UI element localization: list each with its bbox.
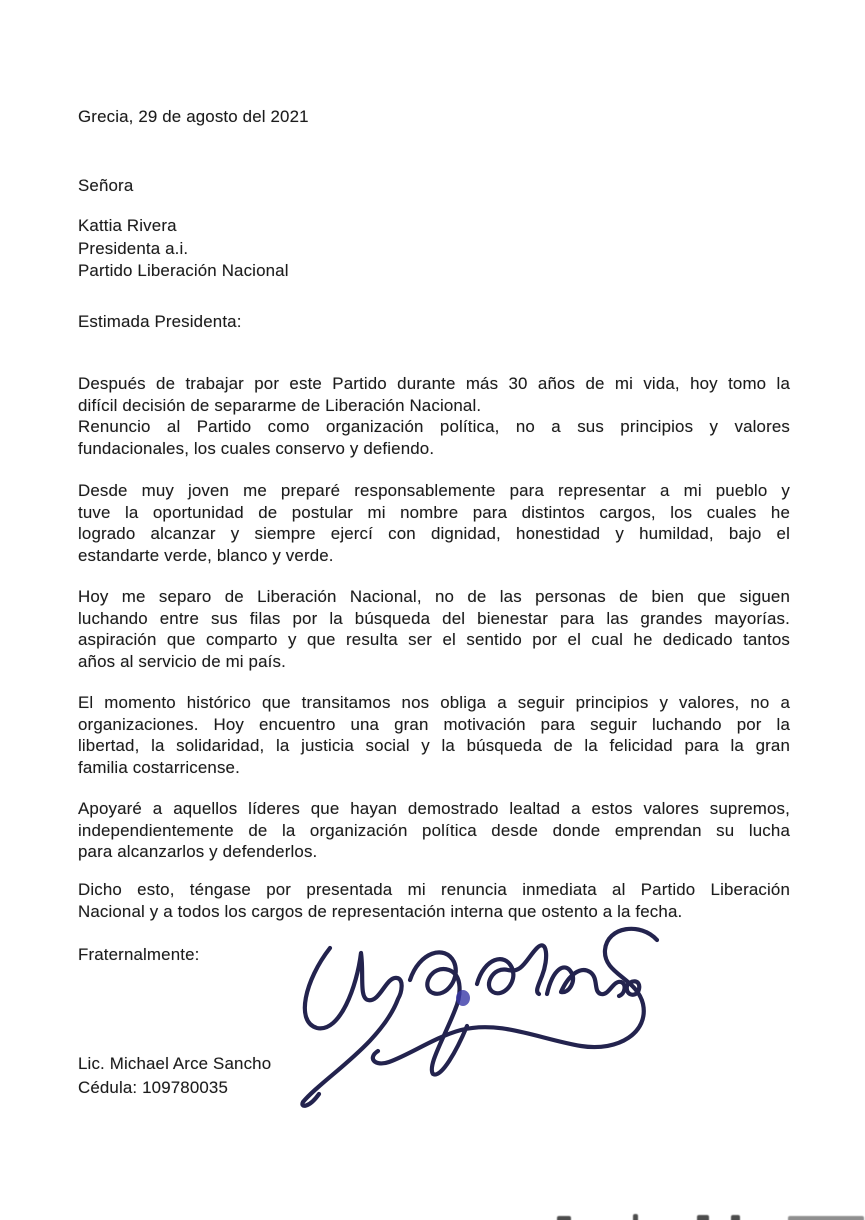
recipient-organization: Partido Liberación Nacional bbox=[78, 261, 289, 281]
recipient-role: Presidenta a.i. bbox=[78, 238, 189, 258]
body-paragraph bbox=[78, 692, 790, 778]
cutoff-text-fragments bbox=[540, 1208, 865, 1220]
paragraph-line: Desde muy joven me preparé responsablemente para representar a mi pueblo y bbox=[78, 481, 790, 500]
paragraph-line: tuve la oportunidad de postular mi nombre para distintos cargos, los cuales he bbox=[78, 502, 790, 522]
paragraph-line: Nacional y a todos los cargos de representación interna que ostento a la fecha. bbox=[78, 901, 683, 921]
body-paragraph bbox=[78, 480, 790, 566]
signer-id: Cédula: 109780035 bbox=[78, 1078, 229, 1097]
body-paragraph bbox=[78, 798, 790, 863]
paragraph-line: difícil decisión de separarme de Liberación Nacional. bbox=[78, 395, 482, 415]
date-line: Grecia, 29 de agosto del 2021 bbox=[78, 107, 309, 126]
paragraph-line: libertad, la solidaridad, la justicia social y la búsqueda de la felicidad para la gran bbox=[78, 736, 790, 756]
greeting-line: Estimada Presidenta: bbox=[78, 312, 242, 331]
paragraph-line: aspiración que comparto y que resulta ser el sentido por el cual he dedicado tantos bbox=[78, 630, 790, 650]
paragraph-line: luchando entre sus filas por la búsqueda del bienestar para las grandes mayorías. bbox=[78, 608, 790, 628]
paragraph-line: familia costarricense. bbox=[78, 757, 240, 777]
paragraph-line: fundacionales, los cuales conservo y defiendo. bbox=[78, 438, 435, 458]
paragraph-line: Después de trabajar por este Partido durante más 30 años de mi vida, hoy tomo la bbox=[78, 374, 790, 393]
body-paragraph bbox=[78, 879, 790, 922]
paragraph-line: independientemente de la organización política desde donde emprendan su lucha bbox=[78, 820, 790, 840]
closing-line: Fraternalmente: bbox=[78, 945, 200, 964]
paragraph-line: años al servicio de mi país. bbox=[78, 651, 286, 671]
paragraph-line: El momento histórico que transitamos nos obliga a seguir principios y valores, no a bbox=[78, 693, 790, 712]
signer-name: Lic. Michael Arce Sancho bbox=[78, 1054, 272, 1073]
paragraph-line: logrado alcanzar y siempre ejercí con dignidad, honestidad y humildad, bajo el bbox=[78, 524, 790, 544]
paragraph-line: Dicho esto, téngase por presentada mi renuncia inmediata al Partido Liberación bbox=[78, 880, 790, 899]
recipient-name: Kattia Rivera bbox=[78, 216, 177, 235]
ink-blob bbox=[456, 990, 470, 1006]
recipient-block bbox=[78, 215, 790, 283]
body-paragraph bbox=[78, 586, 790, 672]
paragraph-line: organizaciones. Hoy encuentro una gran motivación para seguir luchando por la bbox=[78, 714, 790, 734]
paragraph-line: Apoyaré a aquellos líderes que hayan demostrado lealtad a estos valores supremos, bbox=[78, 799, 790, 818]
salutation-title: Señora bbox=[78, 176, 134, 195]
body-paragraph bbox=[78, 373, 790, 459]
paragraph-line: Renuncio al Partido como organización política, no a sus principios y valores bbox=[78, 417, 790, 437]
signer-block bbox=[78, 1052, 790, 1100]
paragraph-line: Hoy me separo de Liberación Nacional, no de las personas de bien que siguen bbox=[78, 587, 790, 606]
paragraph-line: estandarte verde, blanco y verde. bbox=[78, 545, 334, 565]
paragraph-line: para alcanzarlos y defenderlos. bbox=[78, 842, 318, 862]
